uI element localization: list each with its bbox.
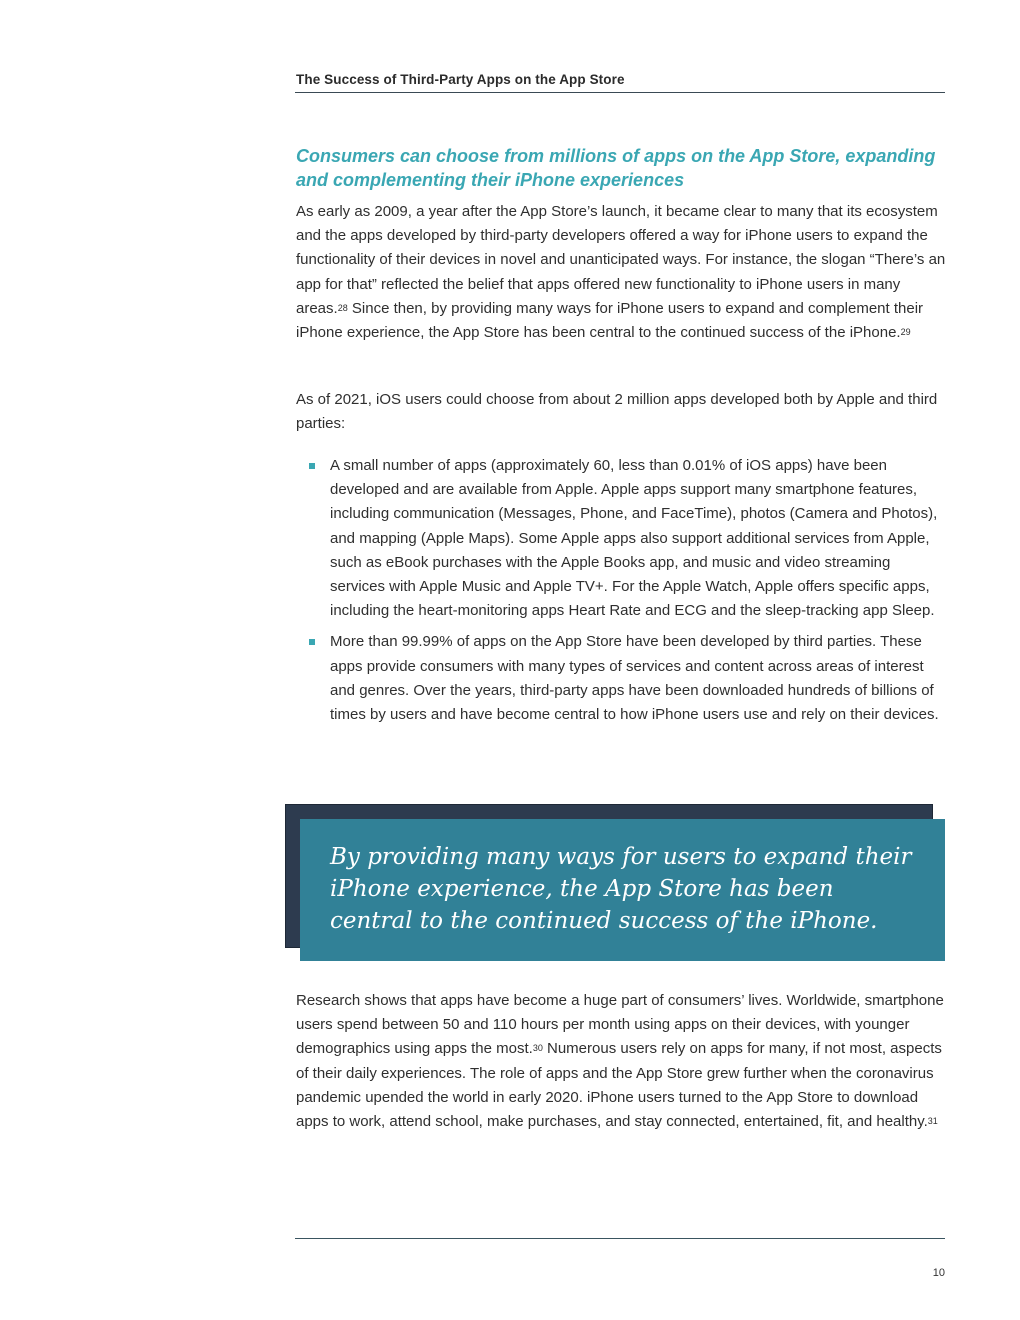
paragraph-research [296, 989, 948, 1134]
bullet-list [296, 454, 948, 734]
footer-divider [295, 1238, 945, 1239]
footnote-ref-31[interactable]: 31 [927, 1116, 938, 1127]
header-divider [295, 92, 945, 93]
pull-quote-text: By providing many ways for users to expand their iPhone experience, the App Store has been central to the continued success of the iPhone. [330, 844, 912, 934]
pull-quote-box [300, 819, 945, 961]
paragraph-intro-text-a: As early as 2009, a year after the App Store’s launch, it became clear to many that its ecosystem and the apps developed by third-party developers offered a way for iPhone users to expand the functionality of their devices in novel and unanticipated ways. For instance, the slogan “There’s an app for that” reflected the belief that apps offered new functionality to iPhone users in many areas. [296, 203, 946, 317]
list-item [296, 454, 948, 623]
paragraph-research-text-a: Research shows that apps have become a huge part of consumers’ lives. Worldwide, smartphone users spend between 50 and 110 hours per month using apps on their devices, with younger demographics using apps the most. [296, 992, 944, 1058]
list-item-text: A small number of apps (approximately 60, less than 0.01% of iOS apps) have been developed and are available from Apple. Apple apps support many smartphone features, including communication (Messages, Phone, and FaceTime), photos (Camera and Photos), and mapping (Apple Maps). Some Apple apps also support additional services from Apple, such as eBook purchases with the Apple Books app, and music and video streaming services with Apple Music and Apple TV+. For the Apple Watch, Apple offers specific apps, including the heart-monitoring apps Heart Rate and ECG and the sleep-tracking app Sleep. [330, 457, 938, 620]
footnote-ref-28[interactable]: 28 [337, 302, 348, 313]
square-bullet-icon [309, 639, 315, 645]
running-header: The Success of Third-Party Apps on the App Store [296, 72, 625, 87]
page-number: 10 [932, 1267, 945, 1279]
square-bullet-icon [309, 463, 315, 469]
paragraph-intro [296, 200, 948, 345]
footnote-ref-29[interactable]: 29 [900, 327, 911, 338]
list-item-text: More than 99.99% of apps on the App Store have been developed by third parties. These apps provide consumers with many types of services and content across areas of interest and genres. Over the years, third-party apps have been downloaded hundreds of billions of times by users and have become central to how iPhone users use and rely on their devices. [330, 633, 939, 724]
paragraph-app-count: As of 2021, iOS users could choose from about 2 million apps developed both by Apple and third parties: [296, 391, 938, 433]
section-heading: Consumers can choose from millions of apps on the App Store, expanding and complementing their iPhone experiences [296, 146, 936, 190]
paragraph-research-text-b: Numerous users rely on apps for many, if not most, aspects of their daily experiences. The role of apps and the App Store grew further when the coronavirus pandemic upended the world in early 2020. iPhone users turned to the App Store to download apps to work, attend school, make purchases, and stay connected, entertained, fit, and healthy. [296, 1040, 942, 1131]
footnote-ref-30[interactable]: 30 [532, 1043, 543, 1054]
list-item [296, 630, 948, 727]
paragraph-intro-text-b: Since then, by providing many ways for iPhone users to expand and complement their iPhone experience, the App Store has been central to the continued success of the iPhone. [296, 299, 924, 342]
